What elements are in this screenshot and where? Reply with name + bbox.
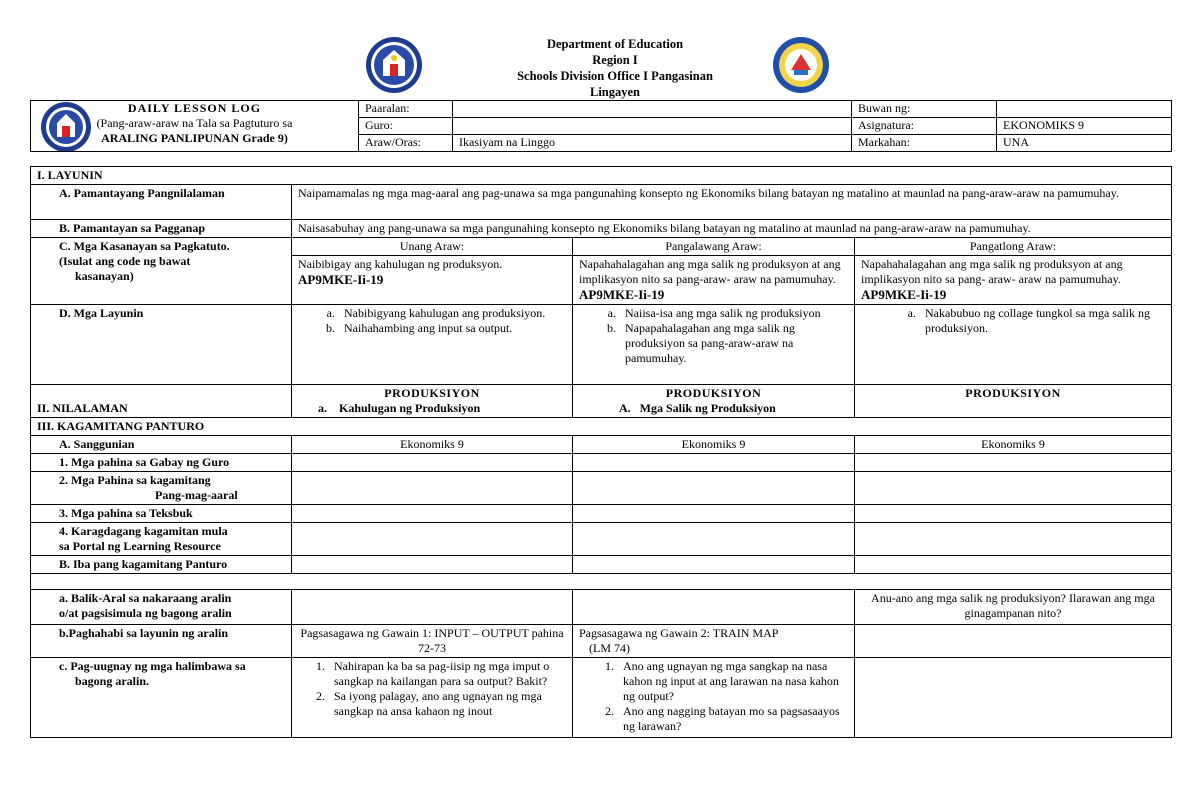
balik-aral-day3: Anu-ano ang mga salik ng produksiyon? Ilarawan ang mga ginagampanan nito? xyxy=(855,590,1172,625)
learning-resource-line2: sa Portal ng Learning Resource xyxy=(59,539,221,553)
pag-uugnay-day1-item: 1. Nahirapan ka ba sa pag-iisip ng mga imput o sangkap na kailangan para sa output? Bakit? xyxy=(328,659,566,689)
layunin-day1 xyxy=(292,305,573,385)
kasanayan-day2-text: Napahahalagahan ang mga salik ng produksyon at ang implikasyon nito sa pang-araw- araw na pamumuhay. xyxy=(579,257,841,286)
kagamitan-heading: III. KAGAMITANG PANTURO xyxy=(31,418,1172,436)
kasanayan-day2 xyxy=(573,256,855,305)
pag-uugnay-day1 xyxy=(292,658,573,738)
gabay-guro-day1 xyxy=(292,454,573,472)
balik-aral-day1 xyxy=(292,590,573,625)
paghahabi-day1: Pagsasagawa ng Gawain 1: INPUT – OUTPUT pahina 72-73 xyxy=(292,625,573,658)
paghahabi-day2-line1: Pagsasagawa ng Gawain 2: TRAIN MAP xyxy=(579,626,779,640)
learning-resource-day3 xyxy=(855,523,1172,556)
buwan-label: Buwan ng: xyxy=(852,101,997,118)
header-block xyxy=(470,36,760,100)
gabay-guro-label: 1. Mga pahina sa Gabay ng Guro xyxy=(31,454,292,472)
sanggunian-day2: Ekonomiks 9 xyxy=(573,436,855,454)
pag-uugnay-day3 xyxy=(855,658,1172,738)
guro-label: Guro: xyxy=(359,118,453,135)
pamantayan-pagganap-label: B. Pamantayan sa Pagganap xyxy=(31,220,292,238)
kasanayan-day1-text: Naibibigay ang kahulugan ng produksyon. xyxy=(298,257,503,271)
nilalaman-day2-sub-marker: A. xyxy=(619,401,631,415)
markahan-value: UNA xyxy=(997,135,1172,152)
nilalaman-day1-sub-text: Kahulugan ng Produksiyon xyxy=(339,401,481,415)
log-subject-grade: ARALING PANLIPUNAN Grade 9) xyxy=(101,131,288,145)
layunin-heading: I. LAYUNIN xyxy=(31,167,1172,185)
balik-aral-label xyxy=(31,590,292,625)
teksbuk-label: 3. Mga pahina sa Teksbuk xyxy=(31,505,292,523)
paghahabi-day3 xyxy=(855,625,1172,658)
kasanayan-day1-code: AP9MKE-Ii-19 xyxy=(298,272,384,287)
teksbuk-day3 xyxy=(855,505,1172,523)
paghahabi-day2-line2: (LM 74) xyxy=(589,641,630,655)
paaralan-value xyxy=(453,101,852,118)
header-division: Schools Division Office I Pangasinan xyxy=(517,69,713,83)
layunin-day3 xyxy=(855,305,1172,385)
lesson-main-table xyxy=(30,166,1172,738)
day1-header: Unang Araw: xyxy=(292,238,573,256)
asignatura-value: EKONOMIKS 9 xyxy=(997,118,1172,135)
day3-header: Pangatlong Araw: xyxy=(855,238,1172,256)
araw-value: Ikasiyam na Linggo xyxy=(453,135,852,152)
nilalaman-label: II. NILALAMAN xyxy=(31,385,292,418)
kasanayan-day3-code: AP9MKE-Ii-19 xyxy=(861,287,947,302)
pang-mag-aaral-day2 xyxy=(573,472,855,505)
kasanayan-day2-code: AP9MKE-Ii-19 xyxy=(579,287,665,302)
pag-uugnay-day2-item: 2. Ano ang nagging batayan mo sa pagsasaayos ng larawan? xyxy=(617,704,848,734)
paaralan-label: Paaralan: xyxy=(359,101,453,118)
nilalaman-day1 xyxy=(292,385,573,418)
spacer-row xyxy=(31,574,1172,590)
nilalaman-day1-sub-marker: a. xyxy=(318,401,327,415)
pang-mag-aaral-line2: Pang-mag-aaral xyxy=(155,488,238,502)
nilalaman-day1-sub xyxy=(298,401,566,416)
pang-mag-aaral-day1 xyxy=(292,472,573,505)
buwan-value xyxy=(997,101,1172,118)
balik-aral-line1: a. Balik-Aral sa nakaraang aralin xyxy=(59,591,232,605)
learning-resource-label xyxy=(31,523,292,556)
pag-uugnay-line2: bagong aralin. xyxy=(75,674,150,688)
pag-uugnay-day2-item: 1. Ano ang ugnayan ng mga sangkap na nasa kahon ng input at ang larawan na nasa kahon ng output? xyxy=(617,659,848,704)
layunin-day3-item: a. Nakabubuo ng collage tungkol sa mga salik ng produksiyon. xyxy=(919,306,1165,336)
lesson-info-table xyxy=(30,100,1172,152)
nilalaman-day2-topic: PRODUKSIYON xyxy=(665,386,762,400)
nilalaman-day2-sub-text: Mga Salik ng Produksiyon xyxy=(639,401,776,415)
nilalaman-day1-topic: PRODUKSIYON xyxy=(384,386,480,400)
guro-value xyxy=(453,118,852,135)
gabay-guro-day2 xyxy=(573,454,855,472)
layunin-day2-item: a. Naiisa-isa ang mga salik ng produksiyon xyxy=(619,306,848,321)
asignatura-label: Asignatura: xyxy=(852,118,997,135)
araw-label: Araw/Oras: xyxy=(359,135,453,152)
kasanayan-label-cell xyxy=(31,238,292,305)
pag-uugnay-day2 xyxy=(573,658,855,738)
log-title-cell xyxy=(31,101,359,152)
sanggunian-day3: Ekonomiks 9 xyxy=(855,436,1172,454)
kasanayan-day3 xyxy=(855,256,1172,305)
kasanayan-sub2: kasanayan) xyxy=(75,269,134,283)
sdo-seal-logo xyxy=(772,36,830,94)
layunin-day1-item: b. Naihahambing ang input sa output. xyxy=(338,321,566,336)
iba-pang-kagamitan-label: B. Iba pang kagamitang Panturo xyxy=(31,556,292,574)
layunin-day2-item: b. Napapahalagahan ang mga salik ng produksiyon sa pang-araw-araw na pamumuhay. xyxy=(619,321,848,366)
teksbuk-day2 xyxy=(573,505,855,523)
pang-mag-aaral-day3 xyxy=(855,472,1172,505)
header-department: Department of Education xyxy=(546,37,684,51)
nilalaman-day2-sub xyxy=(579,401,848,416)
pag-uugnay-line1: c. Pag-uugnay ng mga halimbawa sa xyxy=(59,659,246,673)
log-subtitle: (Pang-araw-araw na Tala sa Pagtuturo sa xyxy=(96,116,293,130)
paghahabi-label: b.Paghahabi sa layunin ng aralin xyxy=(31,625,292,658)
kasanayan-sub1: (Isulat ang code ng bawat xyxy=(59,254,191,268)
pag-uugnay-label xyxy=(31,658,292,738)
iba-pang-kagamitan-day1 xyxy=(292,556,573,574)
nilalaman-day3 xyxy=(855,385,1172,418)
pamantayang-pangnilalaman-label: A. Pamantayang Pangnilalaman xyxy=(31,185,292,220)
learning-resource-day2 xyxy=(573,523,855,556)
layunin-day2 xyxy=(573,305,855,385)
header-region: Region I xyxy=(592,53,638,67)
pang-mag-aaral-line1: 2. Mga Pahina sa kagamitang xyxy=(59,473,211,487)
sanggunian-day1: Ekonomiks 9 xyxy=(292,436,573,454)
paghahabi-day2 xyxy=(573,625,855,658)
day2-header: Pangalawang Araw: xyxy=(573,238,855,256)
sanggunian-label: A. Sanggunian xyxy=(31,436,292,454)
deped-seal-logo xyxy=(365,36,423,94)
gabay-guro-day3 xyxy=(855,454,1172,472)
balik-aral-day2 xyxy=(573,590,855,625)
pang-mag-aaral-label xyxy=(31,472,292,505)
markahan-label: Markahan: xyxy=(852,135,997,152)
kasanayan-day3-text: Napahahalagahan ang mga salik ng produksyon at ang implikasyon nito sa pang- araw- araw na pamumuhay. xyxy=(861,257,1123,286)
header-city: Lingayen xyxy=(589,85,640,99)
nilalaman-day3-topic: PRODUKSIYON xyxy=(965,386,1061,400)
learning-resource-line1: 4. Karagdagang kagamitan mula xyxy=(59,524,228,538)
nilalaman-day2 xyxy=(573,385,855,418)
kasanayan-label: C. Mga Kasanayan sa Pagkatuto. xyxy=(59,239,230,253)
pamantayan-pagganap-text: Naisasabuhay ang pang-unawa sa mga pangunahing konsepto ng Ekonomiks bilang batayan ng matalino at maunlad na pang-araw-araw na pamumuhay. xyxy=(292,220,1172,238)
iba-pang-kagamitan-day3 xyxy=(855,556,1172,574)
pag-uugnay-day1-item: 2. Sa iyong palagay, ano ang ugnayan ng mga sangkap na ansa kahaon ng inout xyxy=(328,689,566,719)
balik-aral-line2: o/at pagsisimula ng bagong aralin xyxy=(59,606,232,620)
teksbuk-day1 xyxy=(292,505,573,523)
kasanayan-day1 xyxy=(292,256,573,305)
iba-pang-kagamitan-day2 xyxy=(573,556,855,574)
learning-resource-day1 xyxy=(292,523,573,556)
mga-layunin-label: D. Mga Layunin xyxy=(31,305,292,385)
log-title: DAILY LESSON LOG xyxy=(127,101,262,115)
layunin-day1-item: a. Nabibigyang kahulugan ang produksiyon. xyxy=(338,306,566,321)
pamantayang-pangnilalaman-text: Naipamamalas ng mga mag-aaral ang pag-unawa sa mga pangunahing konsepto ng Ekonomiks bilang batayan ng matalino at maunlad na pang-araw-araw na pamumuhay. xyxy=(292,185,1172,220)
